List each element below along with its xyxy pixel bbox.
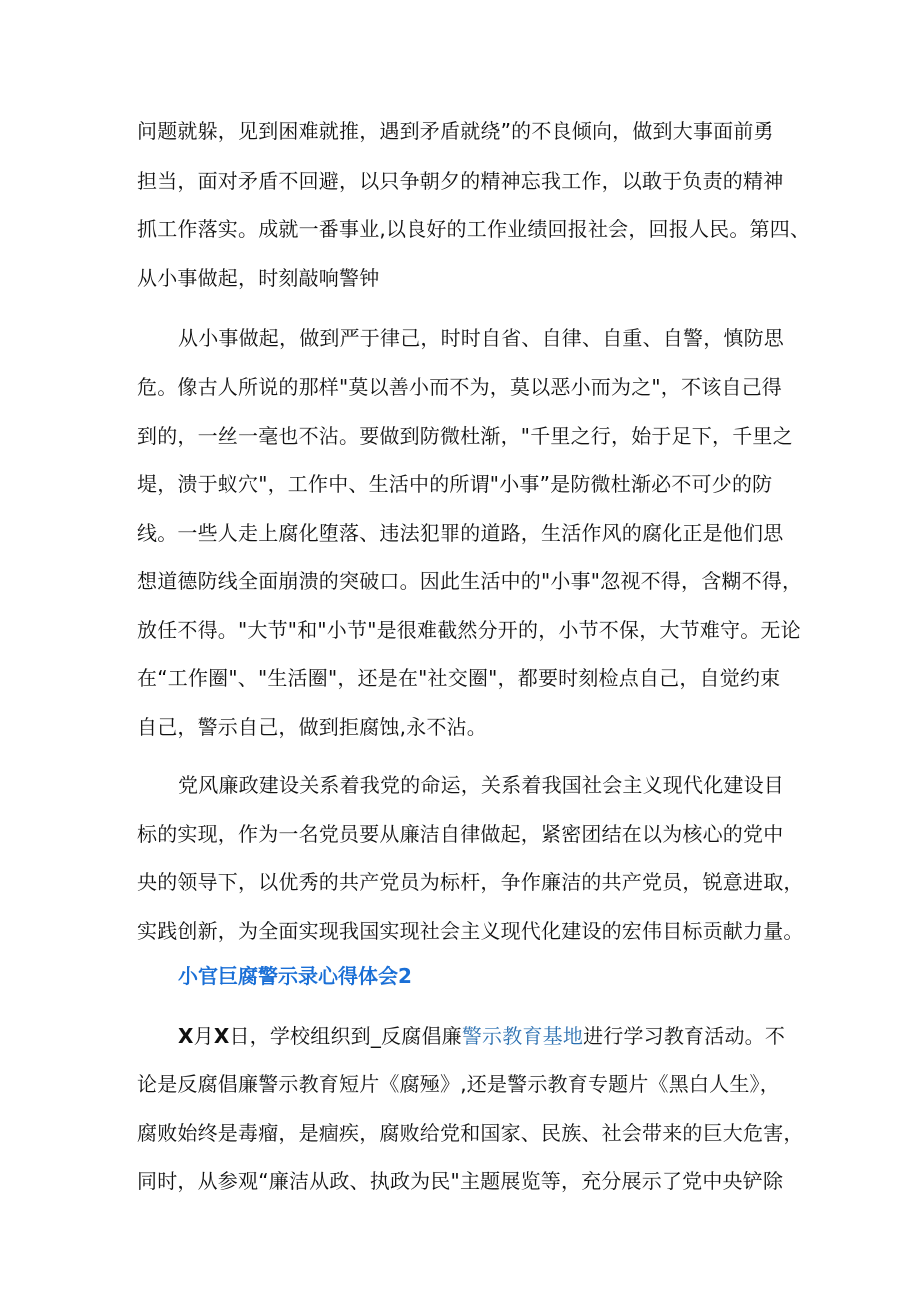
text-line: 堤，溃于蚁穴"，工作中、生活中的所谓"小事”是防微杜渐必不可少的防 <box>137 472 773 496</box>
text-line: 担当，面对矛盾不回避，以只争朝夕的精神忘我工作，以敢于负责的精神 <box>137 169 784 193</box>
text-line: 线。一些人走上腐化堕落、违法犯罪的道路，生活作风的腐化正是他们思 <box>137 521 784 545</box>
text-line: 放任不得。"大节"和"小节"是很难截然分开的，小节不保，大节难守。无论 <box>137 618 801 642</box>
section-heading: 小官巨腐警示录心得体会2 <box>178 964 412 988</box>
text-line: 在“工作圈"、"生活圈"，还是在"社交圈"，都要时刻检点自己，自觉约束 <box>137 666 781 690</box>
month-text: 月 <box>193 1024 214 1048</box>
text-line: 实践创新，为全面实现我国实现社会主义现代化建设的宏伟目标贡献力量。 <box>137 919 804 943</box>
text-line: 论是反腐倡廉警示教育短片《腐殛》,还是警示教育专题片《黑白人生》， <box>137 1072 780 1096</box>
text-line: 抓工作落实。成就一番事业,以良好的工作业绩回报社会，回报人民。第四、 <box>137 217 811 241</box>
text-line: 想道德防线全面崩溃的突破口。因此生活中的"小事"忽视不得，含糊不得， <box>137 569 803 593</box>
text-line: 危。像古人所说的那样"莫以善小而不为，莫以恶小而为之"，不该自己得 <box>137 375 782 399</box>
text-line: 从小事做起，时刻敲响警钟 <box>137 266 380 290</box>
placeholder-x: X <box>178 1024 194 1048</box>
text-line: 党风廉政建设关系着我党的命运，关系着我国社会主义现代化建设目 <box>178 773 784 797</box>
placeholder-x: X <box>213 1024 230 1048</box>
text-line: 腐败始终是毒瘤，是痼疾，腐败给党和国家、民族、社会带来的巨大危害， <box>137 1121 804 1145</box>
text-line: 从小事做起，做到严于律己，时时自省、自律、自重、自警，慎防思 <box>178 326 784 350</box>
text-line: 同时，从参观“廉洁从政、执政为民"主题展览等，充分展示了党中央铲除 <box>137 1169 784 1193</box>
text-line: 自己，警示自己，做到拒腐蚀,永不沾。 <box>137 715 487 739</box>
text-line <box>178 1022 785 1050</box>
text-line: 到的，一丝一毫也不沾。要做到防微杜渐，"千里之行，始于足下，千里之 <box>137 424 793 448</box>
text-line: 问题就躲，见到困难就推，遇到矛盾就绕”的不良倾向，做到大事面前勇 <box>137 119 774 143</box>
text-span: 日，学校组织到_反腐倡廉 <box>229 1024 462 1048</box>
text-line: 央的领导下，以优秀的共产党员为标杆，争作廉洁的共产党员，锐意进取， <box>137 870 804 894</box>
text-span: 进行学习教育活动。不 <box>583 1024 786 1048</box>
keyword-link[interactable]: 警示教育基地 <box>461 1024 584 1048</box>
text-line: 标的实现，作为一名党员要从廉洁自律做起，紧密团结在以为核心的党中 <box>137 822 784 846</box>
